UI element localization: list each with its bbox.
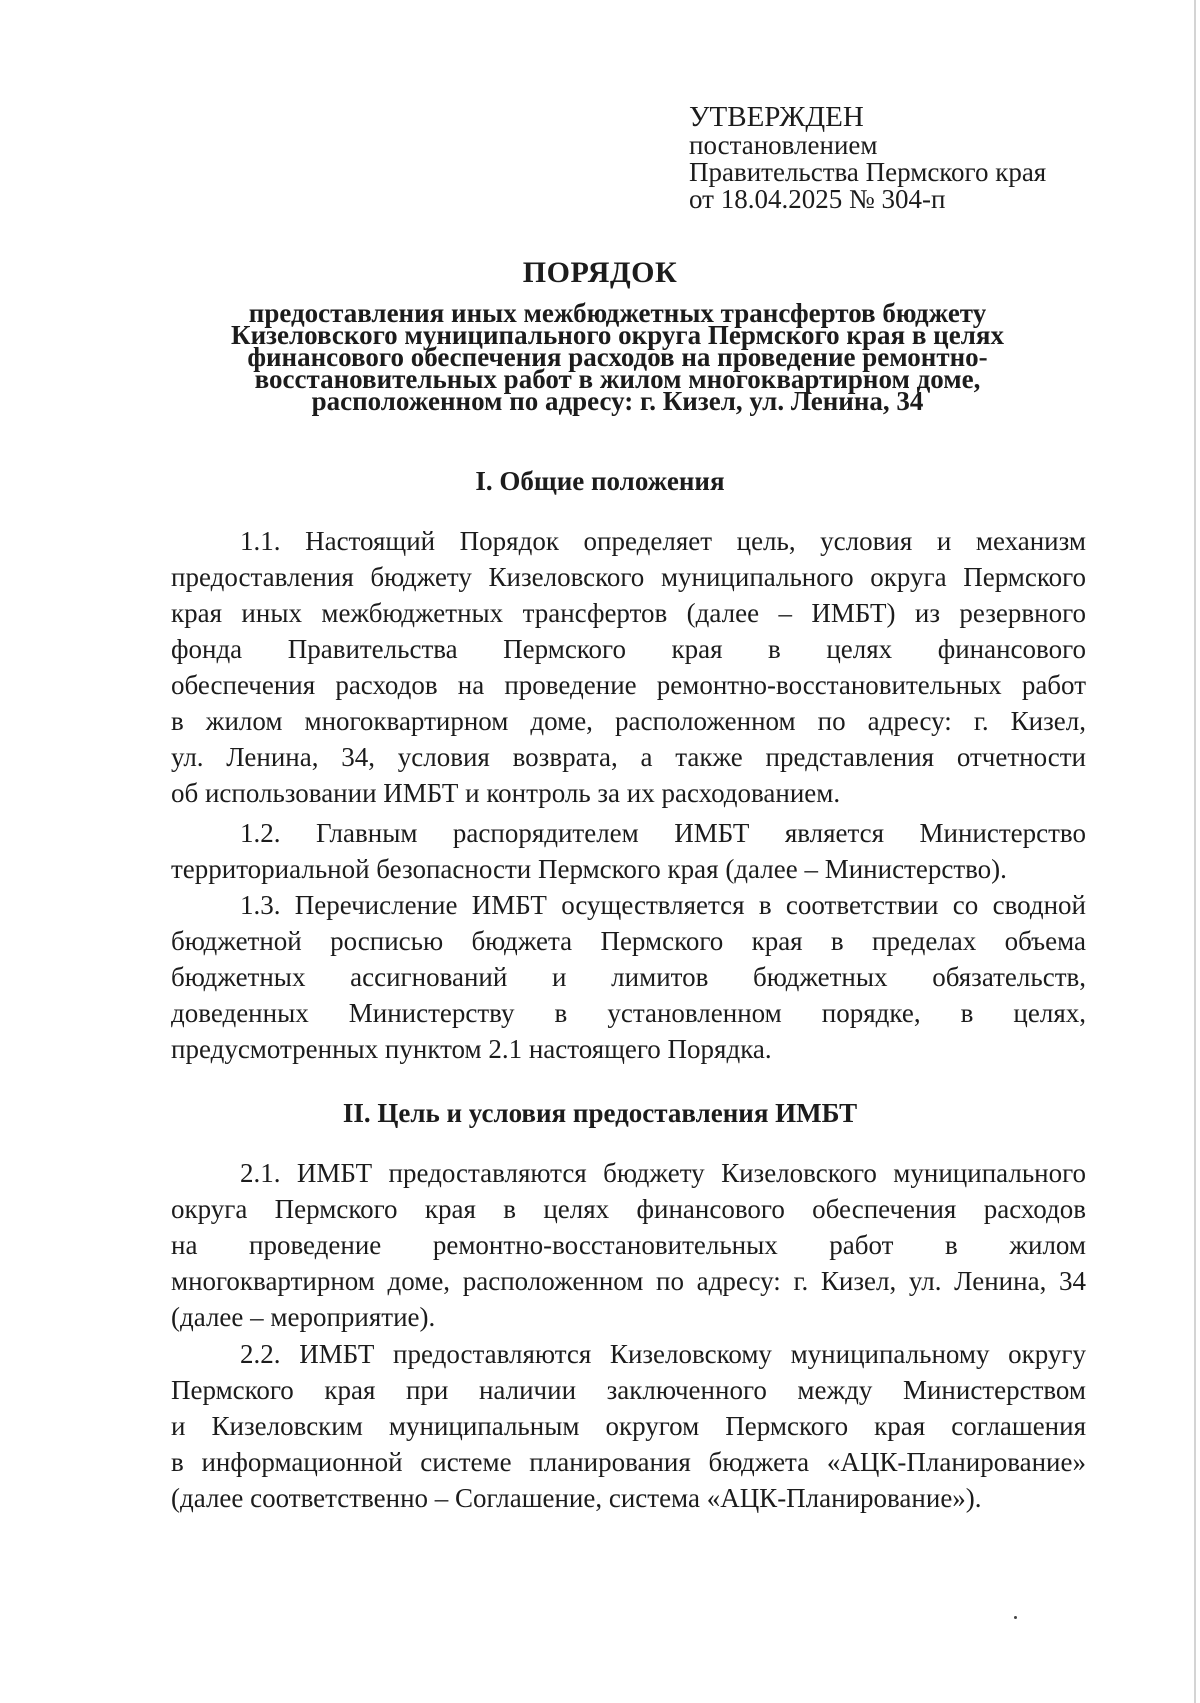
scan-edge — [1194, 0, 1196, 1703]
text-line: на проведение ремонтно-восстановительных работ в жилом — [171, 1230, 1086, 1260]
text-line: ул. Ленина, 34, условия возврата, а также представления отчетности — [171, 742, 1086, 772]
approval-line-1: постановлением — [689, 130, 878, 160]
text-line: предоставления бюджету Кизеловского муниципального округа Пермского — [171, 562, 1086, 592]
text-line: в жилом многоквартирном доме, расположенном по адресу: г. Кизел, — [171, 706, 1086, 736]
approval-block — [689, 102, 1046, 213]
text-line: края иных межбюджетных трансфертов (далее – ИМБТ) из резервного — [171, 598, 1086, 628]
text-line: бюджетной росписью бюджета Пермского края в пределах объема — [171, 926, 1086, 956]
text-line: в информационной системе планирования бюджета «АЦК-Планирование» — [171, 1447, 1086, 1477]
text-line: 1.2. Главным распорядителем ИМБТ является Министерство — [240, 818, 1086, 848]
text-line: округа Пермского края в целях финансового обеспечения расходов — [171, 1194, 1086, 1224]
document-subtitle — [190, 298, 1045, 416]
text-line: предусмотренных пунктом 2.1 настоящего Порядка. — [171, 1034, 772, 1064]
text-line: фонда Правительства Пермского края в целях финансового — [171, 634, 1086, 664]
text-line: многоквартирном доме, расположенном по адресу: г. Кизел, ул. Ленина, 34 — [171, 1266, 1086, 1296]
approval-status: УТВЕРЖДЕН — [689, 101, 864, 133]
scan-speck — [1014, 1616, 1017, 1619]
paragraph-1-2 — [171, 815, 1086, 887]
section-2-heading: II. Цель и условия предоставления ИМБТ — [342, 1098, 858, 1128]
text-line: территориальной безопасности Пермского края (далее – Министерство). — [171, 854, 1007, 884]
paragraph-1-3 — [171, 887, 1086, 1067]
text-line: и Кизеловским муниципальным округом Пермского края соглашения — [171, 1411, 1086, 1441]
text-line: обеспечения расходов на проведение ремонтно-восстановительных работ — [171, 670, 1086, 700]
text-line: 2.1. ИМБТ предоставляются бюджету Кизеловского муниципального — [240, 1158, 1086, 1188]
text-line: (далее соответственно – Соглашение, система «АЦК-Планирование»). — [171, 1483, 982, 1513]
text-line: доведенных Министерству в установленном порядке, в целях, — [171, 998, 1086, 1028]
text-line: бюджетных ассигнований и лимитов бюджетных обязательств, — [171, 962, 1086, 992]
paragraph-1-1 — [171, 523, 1086, 811]
subtitle-line: предоставления иных межбюджетных трансфертов бюджету — [248, 298, 987, 328]
subtitle-line: Кизеловского муниципального округа Пермского края в целях — [231, 320, 1004, 350]
paragraph-2-1 — [171, 1155, 1086, 1335]
text-line: 1.3. Перечисление ИМБТ осуществляется в соответствии со сводной — [240, 890, 1086, 920]
text-line: 2.2. ИМБТ предоставляются Кизеловскому муниципальному округу — [240, 1339, 1086, 1369]
paragraph-2-2 — [171, 1336, 1086, 1516]
text-line: (далее – мероприятие). — [171, 1302, 436, 1332]
approval-line-2: Правительства Пермского края — [689, 157, 1047, 187]
text-line: 1.1. Настоящий Порядок определяет цель, условия и механизм — [240, 526, 1086, 556]
document-title: ПОРЯДОК — [522, 256, 678, 289]
section-1-heading: I. Общие положения — [475, 466, 725, 496]
approval-line-3: от 18.04.2025 № 304-п — [689, 184, 946, 214]
subtitle-line: восстановительных работ в жилом многоквартирном доме, — [254, 364, 981, 394]
text-line: об использовании ИМБТ и контроль за их расходованием. — [171, 778, 841, 808]
subtitle-line: расположенном по адресу: г. Кизел, ул. Ленина, 34 — [311, 386, 924, 416]
subtitle-line: финансового обеспечения расходов на проведение ремонтно- — [247, 342, 988, 372]
text-line: Пермского края при наличии заключенного между Министерством — [171, 1375, 1086, 1405]
